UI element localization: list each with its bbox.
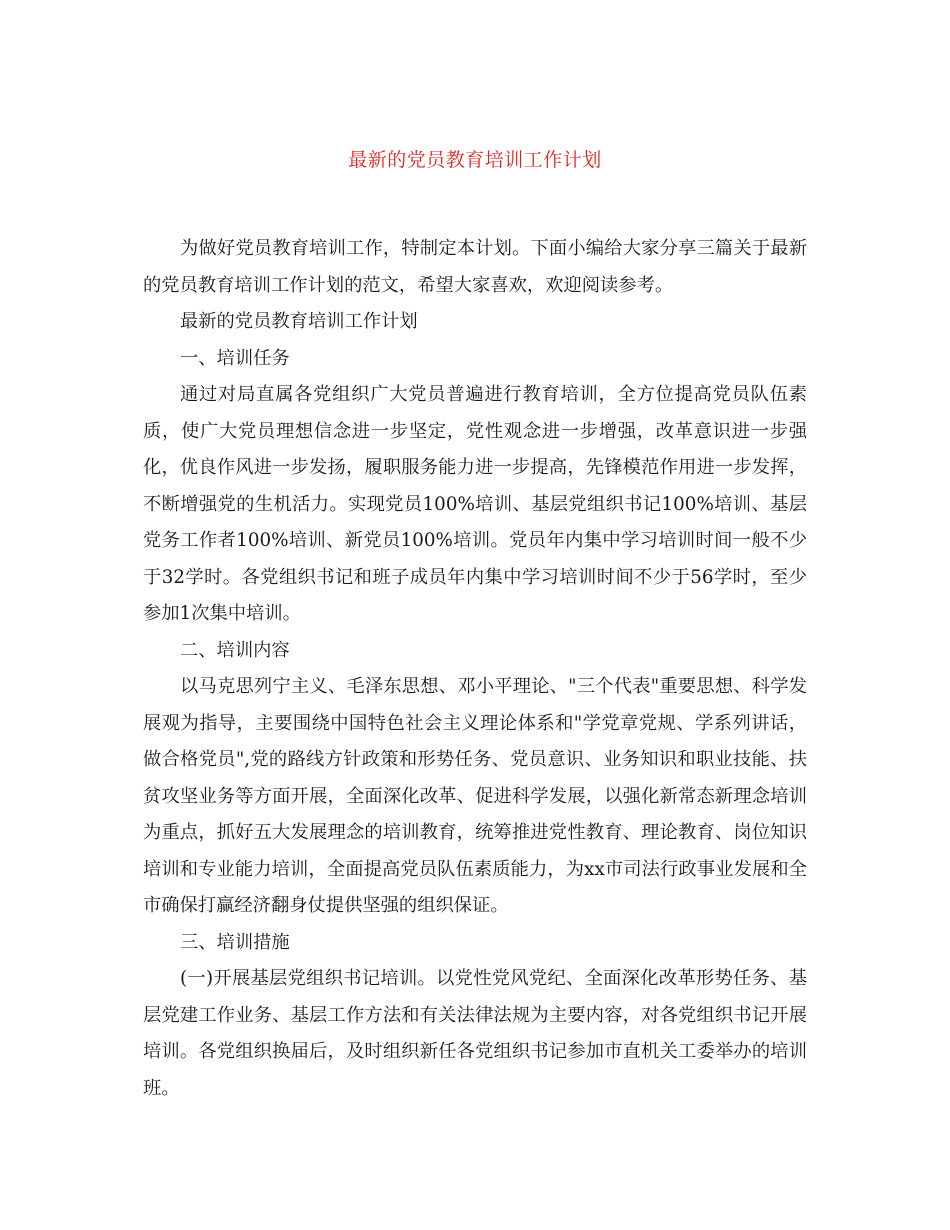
document-body <box>143 231 807 1107</box>
section-heading-tasks: 一、培训任务 <box>180 347 290 369</box>
section-heading-measures: 三、培训措施 <box>180 931 290 953</box>
section-heading-content: 二、培训内容 <box>180 639 290 661</box>
tasks-paragraph: 通过对局直属各党组织广大党员普遍进行教育培训，全方位提高党员队伍素质，使广大党员理想信念进一步坚定，党性观念进一步增强，改革意识进一步强化，优良作风进一步发扬，履职服务能力进一步提高，先锋模范作用进一步发挥，不断增强党的生机活力。实现党员100%培训、基层党组织书记100%培训、基层党务工作者100%培训、新党员100%培训。党员年内集中学习培训时间一般不少于32学时。各党组织书记和班子成员年内集中学习培训时间不少于56学时，至少参加1次集中培训。 <box>143 384 807 624</box>
content-paragraph: 以马克思列宁主义、毛泽东思想、邓小平理论、"三个代表"重要思想、科学发展观为指导，主要围绕中国特色社会主义理论体系和"学党章党规、学系列讲话，做合格党员",党的路线方针政策和形势任务、党员意识、业务知识和职业技能、扶贫攻坚业务等方面开展，全面深化改革、促进科学发展，以强化新常态新理念培训为重点，抓好五大发展理念的培训教育，统筹推进党性教育、理论教育、岗位知识培训和专业能力培训，全面提高党员队伍素质能力，为xx市司法行政事业发展和全市确保打赢经济翻身仗提供坚强的组织保证。 <box>143 676 807 916</box>
intro-paragraph: 为做好党员教育培训工作，特制定本计划。下面小编给大家分享三篇关于最新的党员教育培训工作计划的范文，希望大家喜欢，欢迎阅读参考。 <box>143 238 807 296</box>
section-heading-plan: 最新的党员教育培训工作计划 <box>180 311 418 332</box>
document-title: 最新的党员教育培训工作计划 <box>348 149 602 171</box>
measures-paragraph: (一)开展基层党组织书记培训。以党性党风党纪、全面深化改革形势任务、基层党建工作业务、基层工作方法和有关法律法规为主要内容，对各党组织书记开展培训。各党组织换届后，及时组织新任各党组织书记参加市直机关工委举办的培训班。 <box>143 968 807 1099</box>
